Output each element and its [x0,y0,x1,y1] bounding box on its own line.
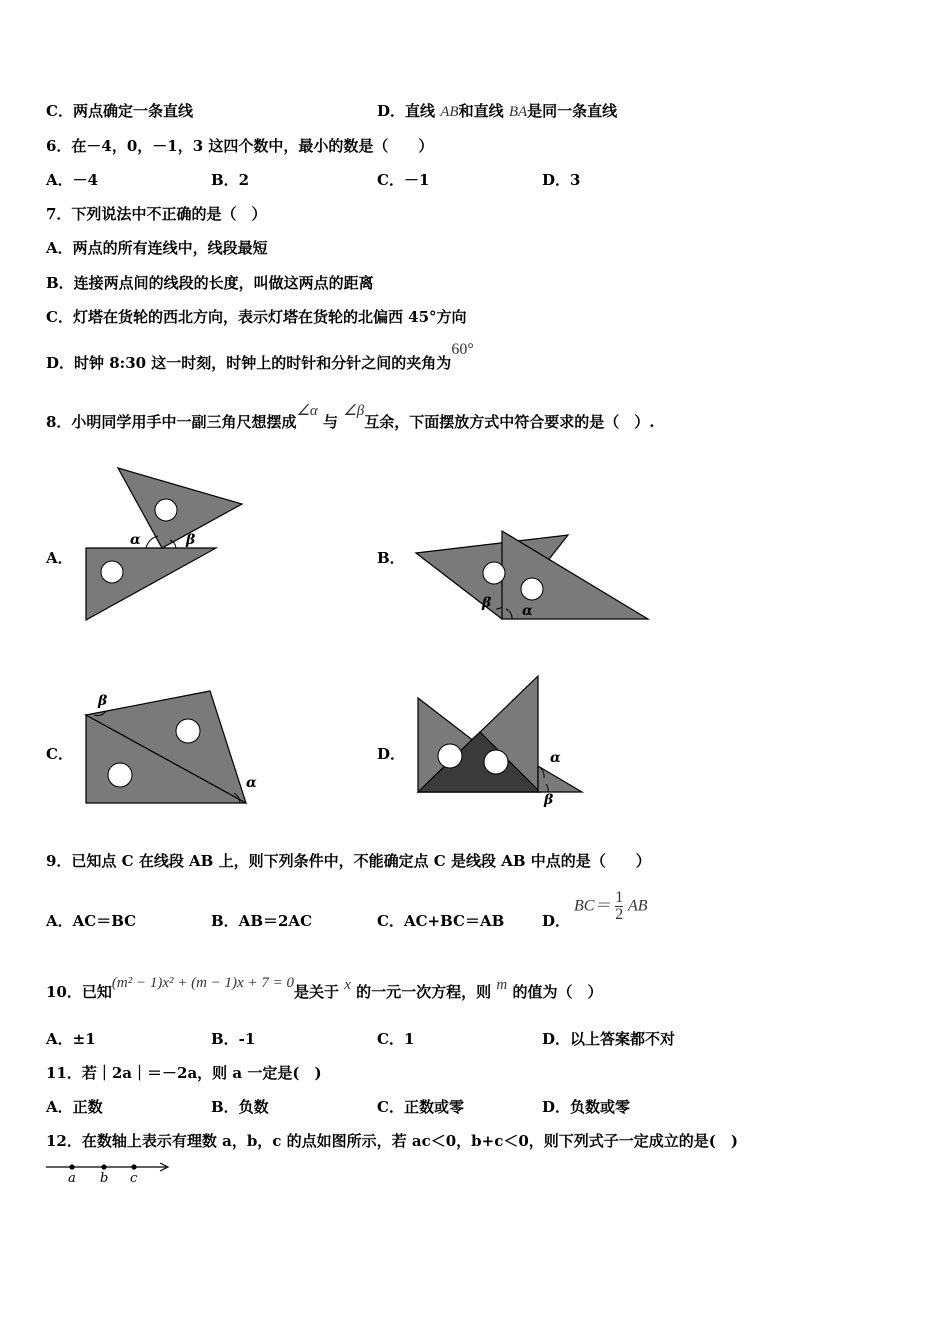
q7-option-c: C．灯塔在货轮的西北方向，表示灯塔在货轮的北偏西 45°方向 [46,308,467,326]
q12-point-a [69,1164,74,1169]
q10-var-m: m [496,977,508,993]
q8-stem-prefix: 8．小明同学用手中一副三角尺想摆成 [46,413,297,431]
q12-label-b: b [100,1171,109,1186]
q8-option-c-label: C． [46,745,73,763]
q8-stem-mid: 与 [323,413,339,431]
q9-option-b: B．AB＝2AC [211,912,313,930]
q11-option-d: D．负数或零 [542,1098,631,1116]
q12-label-c: c [130,1171,138,1186]
q10-stem-prefix: 10．已知 [46,983,112,1001]
q11-option-b: B．负数 [211,1098,269,1116]
q9-fraction-num: 1 [615,889,624,906]
q6-option-c: C．－1 [377,171,430,189]
q8a-lower-triangle [86,548,216,620]
q7-option-d [46,341,474,374]
q6-option-a: A．－4 [46,171,99,189]
q6-option-d: D．3 [542,171,581,189]
q5-option-d [377,101,617,122]
q10-option-c: C．1 [377,1030,415,1048]
q6-stem: 6．在－4，0，－1，3 这四个数中，最小的数是（ ） [46,137,434,155]
q8d-alpha-label: α [550,750,561,766]
q10-option-b: B．-1 [211,1030,256,1048]
q11-option-a: A．正数 [46,1098,103,1116]
q8-angle-alpha: ∠α [296,403,318,419]
q12-number-line [44,1158,174,1188]
q9-formula-fraction [615,890,623,923]
q7-angle-60: 60° [451,341,474,358]
q8d-left-hole [438,744,462,768]
q7-option-a: A．两点的所有连线中，线段最短 [46,239,268,257]
q8-figure-a [80,460,250,630]
q8-figure-b [410,525,660,635]
q9-fraction-den: 2 [615,906,624,923]
q7-stem: 7．下列说法中不正确的是（ ） [46,205,267,223]
q8-option-a-label: A． [46,549,73,567]
q6-option-b: B．2 [211,171,250,189]
q5-option-d-mid: 和直线 [458,102,504,120]
q9-option-d: D． [542,912,571,930]
q7-option-b: B．连接两点间的线段的长度，叫做这两点的距离 [46,274,374,292]
q7-option-d-text: D．时钟 8:30 这一时刻，时钟上的时针和分针之间的夹角为 [46,354,452,372]
q9-option-d-formula [574,890,648,923]
q9-option-a: A．AC＝BC [46,912,137,930]
q11-stem: 11．若｜2a｜＝－2a，则 a 一定是( ) [46,1064,322,1082]
q8c-upper-hole [176,719,200,743]
q10-var-x: x [344,977,351,993]
q8d-beta-label: β [544,792,554,808]
q8d-small-wedge [538,766,582,792]
q8b-alpha-label: α [522,603,533,619]
q10-stem [46,975,603,1003]
q5-option-c: C．两点确定一条直线 [46,102,193,120]
q8-stem [46,403,655,433]
q8a-lower-hole [101,561,123,583]
q12-point-c [131,1164,136,1169]
q9-formula-lhs: BC＝ [574,897,611,915]
q11-option-c: C．正数或零 [377,1098,464,1116]
q8c-beta-label: β [98,693,108,709]
q12-stem: 12．在数轴上表示有理数 a，b，c 的点如图所示，若 ac＜0，b+c＜0，则下列式子一定成立的是( ) [46,1132,738,1150]
q8b-right-hole [521,578,543,600]
q8b-left-hole [483,562,505,584]
q8-angle-beta: ∠β [343,403,365,419]
q8-stem-suffix: 互余，下面摆放方式中符合要求的是（ ）. [364,413,655,431]
q8c-alpha-label: α [246,775,257,791]
q9-option-c: C．AC+BC＝AB [377,912,505,930]
q8b-beta-label: β [482,595,492,611]
q8a-alpha-label: α [130,532,141,548]
q12-point-b [101,1164,106,1169]
q8-figure-d [410,670,610,810]
q8-option-d-label: D． [377,745,406,763]
q12-label-a: a [68,1171,76,1186]
q9-formula-rhs: AB [628,897,648,915]
q8a-upper-hole [155,499,177,521]
q8d-right-hole [484,750,508,774]
q5-line-ab: AB [440,104,459,120]
q5-line-ba: BA [508,104,528,120]
q8-figure-c [80,685,270,810]
q10-stem-mid2: 的一元一次方程，则 [356,983,492,1001]
q10-equation: (m² − 1)x² + (m − 1)x + 7 = 0 [111,975,294,991]
q9-stem: 9．已知点 C 在线段 AB 上，则下列条件中，不能确定点 C 是线段 AB 中点的是（ ） [46,852,651,870]
q8-option-b-label: B． [377,549,405,567]
q8a-beta-label: β [186,532,196,548]
q10-stem-mid: 是关于 [293,983,339,1001]
q5-option-d-prefix: D．直线 [377,102,436,120]
q5-option-d-suffix: 是同一条直线 [527,102,618,120]
q10-option-a: A．±1 [46,1030,96,1048]
q10-option-d: D．以上答案都不对 [542,1030,676,1048]
q8c-lower-hole [108,763,132,787]
q10-stem-suffix: 的值为（ ） [512,983,603,1001]
